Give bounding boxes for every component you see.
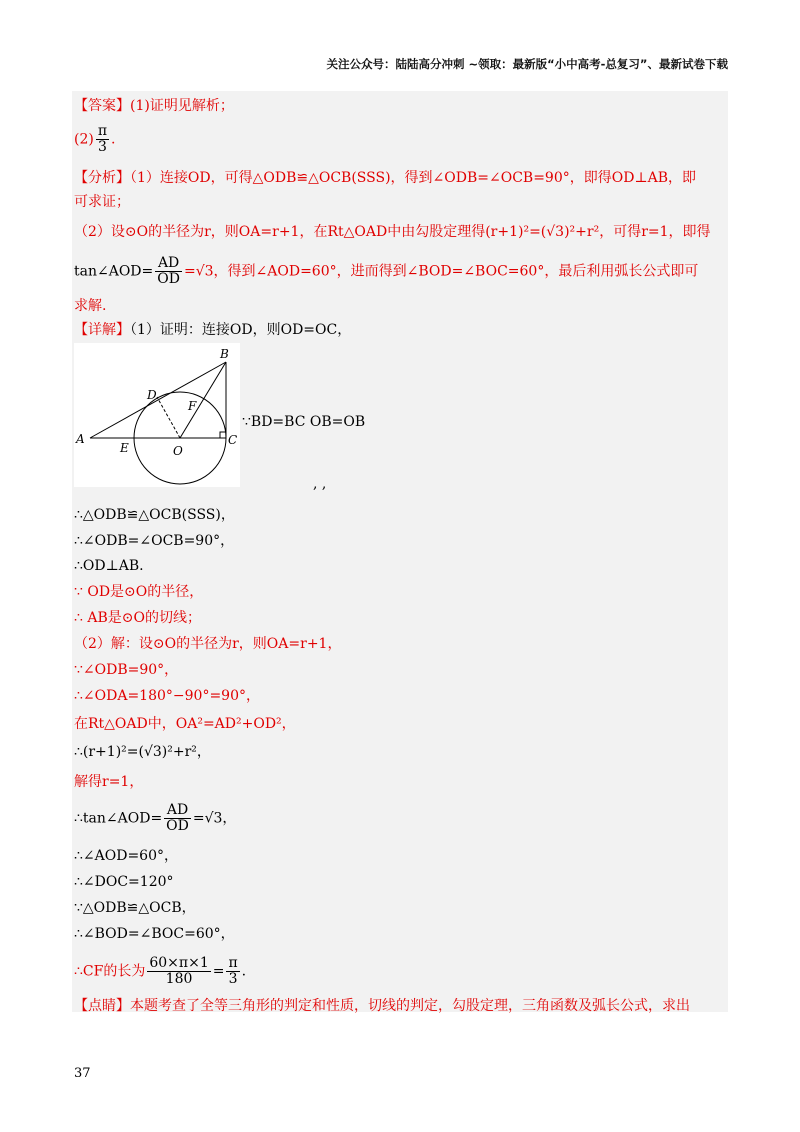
- answer-part2-end: .: [111, 131, 116, 148]
- step-4: ∵ OD是⊙O的半径，: [74, 584, 204, 600]
- page-header: 关注公众号：陆陆高分冲刺 ~领取：最新版“小中高考-总复习”、最新试卷下载: [326, 57, 728, 71]
- answer-line-2: [74, 124, 116, 155]
- analysis-line-4: tan∠AOD= $\frac{AD}{OD}$ =√3，得到∠AOD=60°，进而得到∠BOD=∠BOC=60°，最后利用弧长公式即可: [74, 255, 699, 287]
- step-8: 在Rt△OAD中，OA²=AD²+OD²，: [74, 716, 296, 732]
- step-13: ∵△ODB≌△OCB，: [74, 900, 196, 916]
- detail-tag: 【详解】: [74, 322, 130, 338]
- arc-length-line: ∴CF的长为 $\frac{60\times\pi\times 1}{180}$ = $\frac{\pi}{3}$ .: [74, 955, 247, 987]
- answer-part2-label: (2): [74, 131, 94, 148]
- beside-figure-text: ∵BD=BC OB=OB: [242, 414, 366, 430]
- arc-fraction-1: $\frac{60\times\pi\times 1}{180}$: [149, 955, 209, 987]
- step-6: ∵∠ODB=90°，: [74, 662, 179, 678]
- analysis-line-3: （2）设⊙O的半径为r，则OA=r+1，在Rt△OAD中由勾股定理得(r+1)²=(√3)²+r²，可得r=1，即得: [74, 224, 711, 240]
- tan-line: ∴tan∠AOD= $\frac{AD}{OD}$ =√3，: [74, 802, 237, 834]
- page-number: 37: [74, 1066, 91, 1081]
- step-14: ∴∠BOD=∠BOC=60°，: [74, 926, 235, 942]
- analysis-fraction: $\frac{AD}{OD}$: [157, 255, 180, 287]
- label-B: B: [220, 347, 229, 361]
- label-C: C: [228, 433, 238, 447]
- analysis-line-2: 可求证；: [74, 194, 130, 210]
- step-3: ∴OD⊥AB.: [74, 558, 144, 574]
- label-A: A: [76, 432, 85, 446]
- step-5: ∴ AB是⊙O的切线；: [74, 610, 201, 626]
- step-12: ∴∠DOC=120°: [74, 874, 174, 890]
- geometry-figure: [74, 343, 240, 487]
- arc-fraction-2: $\frac{\pi}{3}$: [228, 955, 238, 987]
- label-E: E: [120, 441, 129, 455]
- label-F: F: [188, 399, 197, 413]
- comment-line: 【点睛】本题考查了全等三角形的判定和性质，切线的判定，勾股定理，三角函数及弧长公式，求出: [74, 998, 690, 1014]
- analysis-line-1: 【分析】（1）连接OD，可得△ODB≌△OCB(SSS)，得到∠ODB=∠OCB=90°，即得OD⊥AB，即: [74, 170, 697, 186]
- label-D: D: [147, 388, 157, 402]
- answer-tag: 【答案】: [74, 98, 130, 114]
- comment-tag: 【点睛】: [74, 998, 130, 1014]
- analysis-line-5: 求解.: [74, 298, 107, 314]
- circle-tangent-diagram: [74, 343, 240, 487]
- step-2: ∴∠ODB=∠OCB=90°，: [74, 533, 235, 549]
- step-9: ∴(r+1)²=(√3)²+r²，: [74, 744, 211, 760]
- step-1: ∴△ODB≌△OCB(SSS)，: [74, 507, 235, 523]
- punctuation-commas: , ,: [313, 476, 327, 492]
- analysis-tag: 【分析】: [74, 170, 130, 186]
- answer-line-1: [74, 96, 234, 116]
- answer-part1: (1)证明见解析；: [130, 98, 234, 114]
- step-7: ∴∠ODA=180°−90°=90°，: [74, 688, 260, 704]
- detail-intro: 【详解】（1）证明：连接OD，则OD=OC，: [74, 322, 352, 338]
- answer-fraction: $\frac{\pi}{3}$: [97, 123, 108, 155]
- label-O: O: [173, 444, 183, 458]
- part2-intro: （2）解：设⊙O的半径为r，则OA=r+1，: [74, 636, 342, 652]
- step-10: 解得r=1，: [74, 774, 144, 790]
- step-11: ∴∠AOD=60°，: [74, 848, 178, 864]
- tan-fraction: $\frac{AD}{OD}$: [166, 802, 189, 834]
